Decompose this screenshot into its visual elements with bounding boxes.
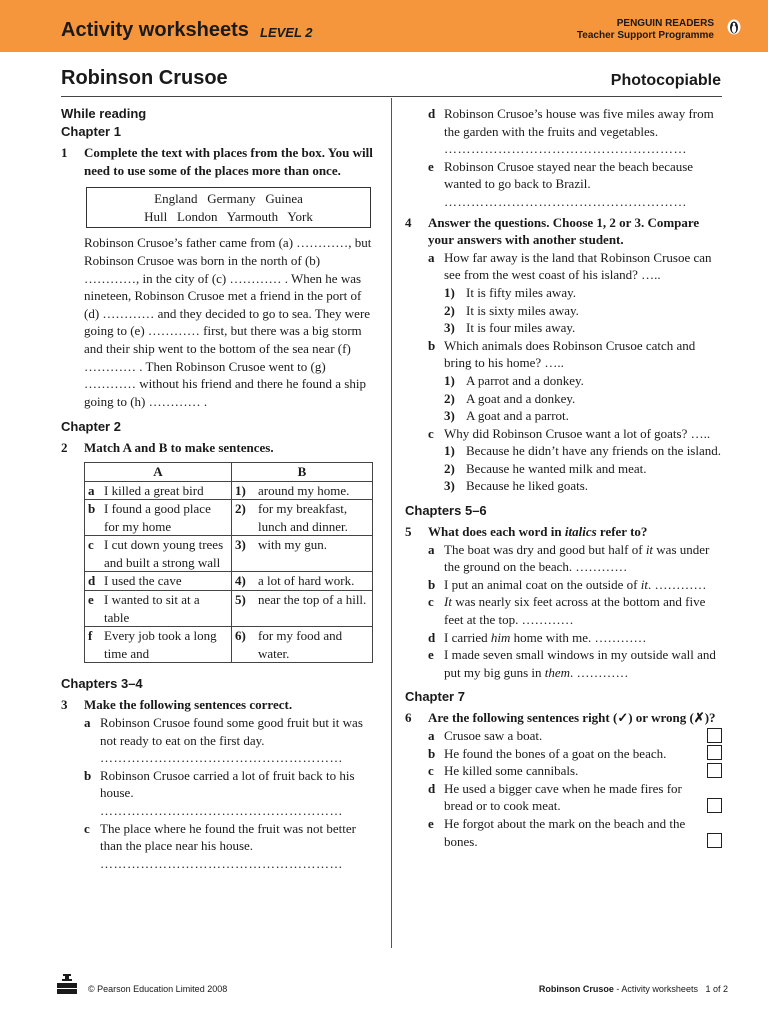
item-letter: a bbox=[88, 482, 95, 498]
column-b-header: B bbox=[232, 462, 373, 481]
item-letter: c bbox=[428, 763, 434, 779]
column-b-cell bbox=[232, 500, 373, 536]
column-b-cell bbox=[232, 572, 373, 591]
cell-content bbox=[235, 627, 369, 662]
question-3 bbox=[61, 696, 377, 714]
option-text: A parrot and a donkey. bbox=[466, 372, 584, 388]
question-number: 1 bbox=[61, 145, 68, 160]
item-text bbox=[444, 629, 647, 647]
chapters-3-4-heading: Chapters 3–4 bbox=[61, 676, 143, 692]
cell-content bbox=[88, 482, 228, 500]
question-number: 2 bbox=[61, 440, 68, 456]
question-text: Answer the questions. Choose 1, 2 or 3. Compare your answers with another student. bbox=[428, 214, 700, 248]
question-number: 4 bbox=[405, 214, 412, 230]
item-letter: b bbox=[88, 501, 96, 517]
footer-suffix: - Activity worksheets bbox=[613, 984, 698, 994]
item-letter: e bbox=[428, 158, 434, 174]
list-item bbox=[405, 646, 725, 681]
header-bar bbox=[0, 0, 768, 52]
column-divider bbox=[391, 98, 392, 948]
chapters-5-6-heading: Chapters 5–6 bbox=[405, 503, 487, 519]
column-a-cell bbox=[85, 627, 232, 663]
right-column bbox=[405, 105, 725, 850]
item-italic-word: it bbox=[640, 576, 648, 592]
table-row bbox=[85, 481, 373, 500]
item-text bbox=[444, 593, 725, 628]
list-item bbox=[405, 337, 725, 372]
item-text: He used a bigger cave when he made fires for bread or to cook meat. bbox=[444, 780, 682, 814]
question-3-items bbox=[61, 714, 377, 872]
column-b-cell bbox=[232, 591, 373, 627]
column-a-cell bbox=[85, 536, 232, 572]
answer-line: ……………………………………………… bbox=[100, 803, 343, 818]
list-item bbox=[405, 576, 725, 594]
footer-book-title: Robinson Crusoe bbox=[538, 984, 614, 994]
item-text bbox=[444, 646, 725, 681]
answer-checkbox[interactable] bbox=[707, 728, 722, 743]
item-letter: d bbox=[428, 106, 436, 121]
cell-content bbox=[88, 536, 228, 571]
answer-option bbox=[405, 302, 725, 320]
item-letter: e bbox=[428, 815, 434, 831]
table-row bbox=[85, 591, 373, 627]
item-text-post: . ………… bbox=[570, 664, 629, 680]
question-3-continued bbox=[405, 105, 725, 211]
item-letter: c bbox=[88, 537, 94, 553]
question-4-items bbox=[405, 249, 725, 495]
item-letter: a bbox=[428, 541, 435, 557]
cell-content bbox=[88, 572, 228, 590]
answer-line: ……………………………………………… bbox=[444, 193, 687, 209]
item-text: around my home. bbox=[258, 482, 350, 498]
list-item bbox=[61, 820, 377, 855]
cell-content bbox=[235, 500, 369, 535]
answer-line: ……………………………………………… bbox=[444, 141, 687, 157]
option-number: 2) bbox=[444, 390, 455, 406]
answer-option bbox=[405, 407, 725, 425]
option-number: 3) bbox=[444, 408, 455, 424]
question-5 bbox=[405, 523, 725, 541]
question-text: Complete the text with places from the box. You will need to use some of the places more than once. bbox=[84, 145, 373, 178]
item-letter: c bbox=[84, 820, 90, 836]
option-text: A goat and a parrot. bbox=[466, 408, 569, 424]
chapter-2-heading: Chapter 2 bbox=[61, 419, 121, 435]
item-text: He forgot about the mark on the beach and the bones. bbox=[444, 815, 686, 849]
item-number: 1) bbox=[235, 482, 246, 498]
column-b-cell bbox=[232, 536, 373, 572]
item-text-post: was under the ground on the beach. ………… bbox=[444, 541, 710, 575]
title-divider bbox=[61, 96, 722, 97]
question-6 bbox=[405, 709, 725, 727]
page-title: Robinson Crusoe bbox=[61, 67, 228, 89]
cell-content bbox=[88, 627, 228, 662]
item-text: Why did Robinson Crusoe want a lot of goats? ….. bbox=[444, 425, 711, 441]
cell-content bbox=[235, 572, 369, 590]
item-text: Crusoe saw a boat. bbox=[444, 728, 543, 743]
list-item bbox=[405, 727, 725, 745]
item-text-pre: I carried bbox=[444, 629, 491, 645]
column-b-cell bbox=[232, 627, 373, 663]
pearson-longman-logo-icon bbox=[54, 971, 80, 995]
cell-content bbox=[88, 500, 228, 535]
item-number: 5) bbox=[235, 592, 246, 608]
answer-option bbox=[405, 477, 725, 495]
item-letter: a bbox=[84, 715, 91, 731]
option-text: Because he didn’t have any friends on the island. bbox=[466, 443, 721, 459]
column-a-header: A bbox=[85, 462, 232, 481]
item-italic-word: them bbox=[544, 664, 571, 680]
option-number: 1) bbox=[444, 372, 455, 388]
list-item bbox=[405, 745, 725, 763]
question-6-items bbox=[405, 727, 725, 850]
answer-checkbox[interactable] bbox=[707, 745, 722, 760]
copyright-text: © Pearson Education Limited 2008 bbox=[88, 984, 228, 994]
list-item bbox=[405, 541, 725, 576]
list-item bbox=[405, 815, 725, 850]
item-letter: b bbox=[84, 767, 92, 783]
item-text: Robinson Crusoe found some good fruit but it was not ready to eat on the first day. bbox=[100, 715, 363, 748]
places-line: England Germany Guinea bbox=[154, 191, 303, 207]
list-item bbox=[405, 629, 725, 647]
answer-option bbox=[405, 460, 725, 478]
question-2 bbox=[61, 439, 377, 457]
item-letter: e bbox=[428, 647, 434, 663]
item-text: Robinson Crusoe stayed near the beach because wanted to go back to Brazil. bbox=[444, 158, 694, 192]
item-text: How far away is the land that Robinson Crusoe can see from the west coast of his island? ….. bbox=[444, 249, 712, 283]
chapter-1-heading: Chapter 1 bbox=[61, 124, 121, 139]
option-number: 2) bbox=[444, 302, 455, 318]
left-column bbox=[61, 105, 377, 872]
option-number: 3) bbox=[444, 320, 455, 336]
item-text-pre: I made seven small windows in my outside wall and put my big guns in bbox=[444, 647, 716, 680]
item-italic-word: it bbox=[645, 541, 654, 557]
option-number: 2) bbox=[444, 460, 455, 476]
item-text-pre: The boat was dry and good but half of bbox=[444, 541, 646, 557]
item-text: He killed some cannibals. bbox=[444, 763, 579, 779]
footer-page-info bbox=[539, 984, 728, 994]
item-number: 2) bbox=[235, 501, 246, 517]
answer-option bbox=[405, 319, 725, 337]
question-4 bbox=[405, 214, 725, 249]
level-label: LEVEL 2 bbox=[260, 25, 313, 40]
table-row bbox=[85, 627, 373, 663]
table-row bbox=[85, 536, 373, 572]
list-item bbox=[405, 425, 725, 443]
item-number: 4) bbox=[235, 573, 246, 589]
match-table bbox=[84, 462, 373, 664]
item-letter: c bbox=[428, 594, 434, 610]
answer-checkbox[interactable] bbox=[707, 763, 722, 778]
item-text: with my gun. bbox=[258, 537, 327, 553]
option-text: Because he wanted milk and meat. bbox=[466, 460, 647, 476]
item-text: Which animals does Robinson Crusoe catch and bring to his home? ….. bbox=[444, 337, 696, 371]
answer-checkbox[interactable] bbox=[707, 798, 722, 813]
penguin-logo-icon bbox=[727, 19, 741, 35]
worksheet-title: Activity worksheets bbox=[61, 19, 249, 41]
item-letter: a bbox=[428, 728, 435, 743]
list-item bbox=[405, 158, 725, 193]
list-item bbox=[405, 105, 725, 140]
option-number: 3) bbox=[444, 478, 455, 494]
question-number: 6 bbox=[405, 710, 412, 726]
answer-option bbox=[405, 284, 725, 302]
item-text: I killed a great bird bbox=[104, 482, 204, 498]
programme-name: Teacher Support Programme bbox=[576, 30, 714, 41]
option-number: 1) bbox=[444, 443, 455, 459]
cell-content bbox=[88, 591, 228, 626]
answer-line: ……………………………………………… bbox=[100, 855, 343, 871]
answer-checkbox[interactable] bbox=[707, 833, 722, 848]
list-item bbox=[405, 593, 725, 628]
item-text-post: home with me. ………… bbox=[510, 629, 647, 645]
item-letter: d bbox=[428, 629, 436, 645]
series-label bbox=[514, 18, 714, 42]
item-letter: f bbox=[88, 628, 93, 644]
item-text: He found the bones of a goat on the beach. bbox=[444, 745, 667, 761]
item-text: Robinson Crusoe carried a lot of fruit back to his house. bbox=[100, 767, 355, 801]
item-italic-word: him bbox=[490, 629, 511, 645]
list-item bbox=[61, 714, 377, 749]
places-box bbox=[86, 187, 371, 228]
question-text: Are the following sentences right (✓) or wrong (✗)? bbox=[428, 710, 716, 726]
question-text: What does each word in italics refer to? bbox=[428, 524, 648, 540]
while-reading-heading: While reading bbox=[61, 106, 147, 121]
item-text: Robinson Crusoe’s house was five miles away from the garden with the fruits and vegetables. bbox=[444, 106, 714, 139]
item-text: for my food and water. bbox=[258, 628, 343, 661]
answer-line: ……………………………………………… bbox=[100, 750, 343, 766]
item-text: I found a good place for my home bbox=[104, 501, 211, 534]
item-letter: c bbox=[428, 425, 434, 441]
item-text: Every job took a long time and bbox=[104, 628, 217, 661]
cell-content bbox=[235, 536, 369, 554]
chapter-7-heading: Chapter 7 bbox=[405, 689, 465, 705]
question-number: 5 bbox=[405, 524, 412, 540]
column-a-cell bbox=[85, 481, 232, 500]
item-letter: b bbox=[428, 745, 436, 761]
column-a-cell bbox=[85, 500, 232, 536]
table-row bbox=[85, 572, 373, 591]
item-text: a lot of hard work. bbox=[258, 573, 355, 589]
list-item bbox=[405, 249, 725, 284]
series-name: PENGUIN READERS bbox=[616, 18, 714, 29]
cell-content bbox=[235, 482, 369, 500]
option-text: Because he liked goats. bbox=[466, 478, 589, 494]
question-text: Match A and B to make sentences. bbox=[84, 440, 274, 456]
item-letter: d bbox=[428, 780, 436, 796]
photocopiable-label: Photocopiable bbox=[610, 72, 721, 89]
item-text bbox=[444, 541, 725, 576]
item-text: The place where he found the fruit was not better than the place near his house. bbox=[100, 820, 356, 854]
item-italic-word: It bbox=[444, 594, 452, 610]
list-item bbox=[61, 767, 377, 802]
places-line: Hull London Yarmouth York bbox=[144, 208, 313, 224]
answer-option bbox=[405, 372, 725, 390]
item-text: I used the cave bbox=[104, 573, 182, 589]
question-5-items bbox=[405, 541, 725, 682]
item-text-pre: I put an animal coat on the outside of bbox=[444, 576, 641, 592]
item-text-post: was nearly six feet across at the bottom and five feet at the top. ………… bbox=[444, 594, 706, 628]
option-text: A goat and a donkey. bbox=[466, 390, 576, 406]
item-letter: e bbox=[88, 592, 94, 608]
column-b-cell bbox=[232, 481, 373, 500]
column-a-cell bbox=[85, 572, 232, 591]
list-item bbox=[405, 780, 725, 815]
option-text: It is fifty miles away. bbox=[466, 284, 576, 300]
question-number: 3 bbox=[61, 697, 68, 713]
table-row bbox=[85, 500, 373, 536]
option-text: It is sixty miles away. bbox=[466, 302, 579, 318]
question-1 bbox=[61, 144, 377, 179]
item-number: 6) bbox=[235, 628, 246, 644]
item-text: for my breakfast, lunch and dinner. bbox=[258, 501, 348, 534]
item-number: 3) bbox=[235, 537, 246, 553]
option-text: It is four miles away. bbox=[466, 320, 576, 336]
item-text bbox=[444, 576, 707, 594]
item-letter: d bbox=[88, 573, 96, 589]
gap-fill-paragraph: Robinson Crusoe’s father came from (a) …………, but Robinson Crusoe was born in the north of (b) …………, in the city of (c) ………… . When he was nineteen, Robinson Crusoe met a friend in the port of (d) ………… and they decided to go to sea. They were going to (e) ………… first, but there was a big storm and their ship went to the bottom of the sea near (f) ………… . Then Robinson Crusoe went to (g) ………… without his friend and there he found a ship going to (h) ………… . bbox=[84, 235, 372, 409]
item-letter: a bbox=[428, 249, 435, 265]
answer-option bbox=[405, 442, 725, 460]
item-letter: b bbox=[428, 337, 436, 353]
option-number: 1) bbox=[444, 284, 455, 300]
item-text: I cut down young trees and built a strong wall bbox=[104, 537, 224, 570]
page-number: 1 of 2 bbox=[705, 984, 728, 994]
item-letter: b bbox=[428, 576, 436, 592]
list-item bbox=[405, 762, 725, 780]
column-a-cell bbox=[85, 591, 232, 627]
item-text: near the top of a hill. bbox=[258, 592, 367, 608]
item-text-post: . ………… bbox=[648, 576, 707, 592]
item-text: I wanted to sit at a table bbox=[104, 592, 200, 625]
answer-option bbox=[405, 390, 725, 408]
cell-content bbox=[235, 591, 369, 609]
question-text: Make the following sentences correct. bbox=[84, 697, 293, 713]
